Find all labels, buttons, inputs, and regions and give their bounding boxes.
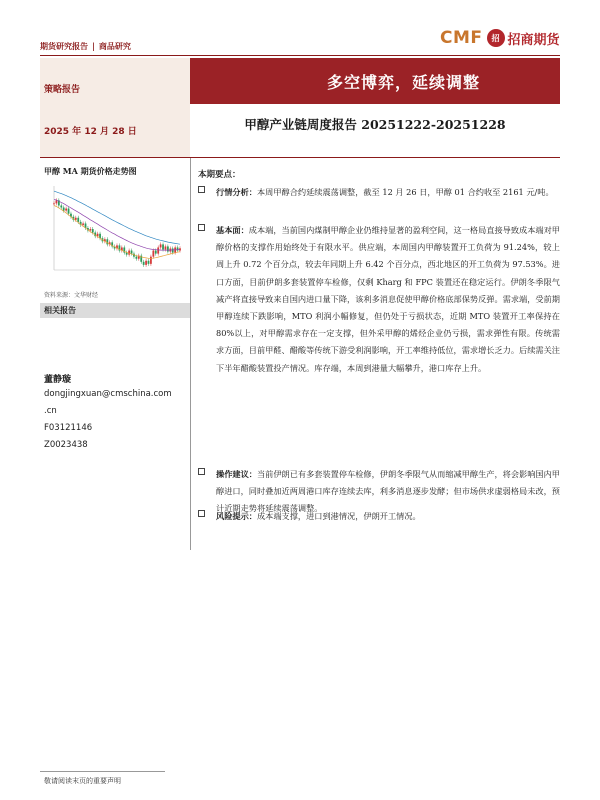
candle-bar (143, 262, 145, 265)
footer-rule (40, 771, 165, 772)
candle-bar (172, 248, 174, 252)
logo-mark-icon: 招 (487, 29, 505, 47)
footer-disclaimer: 敬请阅读末页的重要声明 (44, 777, 121, 785)
candle-bar (89, 229, 91, 230)
candle-bar (167, 246, 169, 251)
bullet-text (216, 508, 560, 525)
title-banner (190, 58, 560, 104)
price-chart-svg (44, 180, 188, 286)
report-subtitle: 甲醇产业链周度报告 20251222-20251228 (244, 117, 506, 132)
candle-bar (56, 200, 58, 203)
company-logo (440, 26, 560, 50)
category-research: 期货研究报告 (40, 41, 88, 51)
report-type: 策略报告 (44, 85, 81, 95)
candle-bar (53, 203, 55, 204)
candle-bar (155, 251, 157, 254)
bullet-label: 行情分析： (216, 187, 257, 197)
analyst-email[interactable]: dongjingxuan@cmschina.com (44, 389, 172, 399)
report-category (40, 41, 131, 52)
candle-bar (160, 244, 162, 247)
candle-bar (65, 209, 67, 211)
bullet-fundamentals (198, 222, 560, 377)
candle-bar (63, 208, 65, 211)
checkbox-bullet-icon (198, 224, 205, 231)
bullet-body: 本周甲醇合约延续震荡调整，截至 12 月 26 日，甲醇 01 合约收至 2161 元/吨。 (256, 187, 554, 197)
logo-cmf-text: CMF (440, 28, 483, 48)
candle-bar (128, 251, 130, 255)
candle-bar (77, 218, 79, 222)
checkbox-bullet-icon (198, 468, 205, 475)
related-reports-bar (40, 303, 190, 318)
meta-panel (40, 58, 190, 158)
candle-bar (165, 246, 167, 249)
report-title: 多空博弈，延续调整 (326, 72, 480, 92)
candle-bar (92, 229, 94, 232)
bullet-risk (198, 508, 560, 525)
bullet-market-analysis (198, 184, 560, 201)
bullet-body: 成本端支撑，进口到港情况，伊朗开工情况。 (256, 511, 421, 521)
checkbox-bullet-icon (198, 186, 205, 193)
column-divider (190, 158, 191, 550)
candle-bar (152, 251, 154, 257)
candle-bar (131, 251, 133, 254)
candle-bar (82, 223, 84, 224)
bullet-label: 风险提示： (216, 511, 257, 521)
candle-bar (75, 218, 77, 220)
bullet-text (216, 222, 560, 377)
candle-bar (106, 239, 108, 244)
related-reports-label: 相关报告 (44, 305, 76, 315)
highlights-heading: 本期要点： (198, 170, 241, 180)
bullet-body: 成本端，当前国内煤制甲醇企业仍维持显著的盈利空间，这一格局直接导致成本端对甲醇价格的支撑作用始终处于有限水平。供应端，本周国内甲醇装置开工负荷为 91.24%，较上周上升 0.72 个百分点，较去年同期上升 6.42 个百分点，西北地区的开工负荷为 97.53%。进口方面，目前伊朗多套装置停车检修，仅剩 Kharg 和 FPC 装置还在稳定运行。伊朗冬季限气减产将直接导致来自国内进口量下降，该利多消息促使甲醇价格底部保势反弹。需求端，受前期甲醇连续下跌影响，MTO 利润小幅修复，但仍处于亏损状态，近期 MTO 装置开工率保持在 80%以上，对甲醇需求存在一定支撑，但外采甲醇的烯烃企业仍亏损，需求弹性有限。传统需求方面，目前甲醛、醋酸等传统下游受利润影响，开工率维持低位，需求增长乏力。后续需关注下半年醋酸装置投产情况。库存端，本周到港量大幅攀升，港口库存上升。 (216, 225, 560, 373)
candle-bar (135, 257, 137, 259)
bullet-label: 操作建议： (216, 469, 257, 479)
category-separator: | (92, 41, 95, 51)
analyst-cert-f: F03121146 (44, 423, 93, 433)
candle-bar (162, 244, 164, 249)
candle-bar (150, 257, 152, 264)
checkbox-bullet-icon (198, 510, 205, 517)
bullet-label: 基本面： (216, 225, 249, 235)
chart-title: 甲醇 MA 期货价格走势图 (44, 166, 137, 176)
analyst-name: 董静璇 (44, 375, 72, 385)
candle-bar (148, 261, 150, 264)
report-date: 2025 年 12 月 28 日 (44, 127, 137, 137)
candle-bar (157, 247, 159, 253)
section-rule (40, 157, 560, 158)
analyst-cert-z: Z0023438 (44, 440, 88, 450)
analyst-email-suffix[interactable]: .cn (44, 406, 57, 416)
candle-bar (145, 261, 147, 265)
category-commodity: 商品研究 (98, 41, 131, 51)
logo-company-name: 招商期货 (507, 32, 560, 48)
header-rule (40, 55, 560, 56)
price-chart (44, 180, 188, 286)
candle-bar (60, 205, 62, 207)
bullet-body: 当前伊朗已有多套装置停车检修，伊朗冬季限气从而缩减甲醇生产，将会影响国内甲醇进口，同时叠加近两周港口库存连续去库，利多消息逐步发酵；但市场供求虚弱格局未改，预计近期走势将延续震荡调整。 (216, 469, 560, 514)
candle-bar (68, 209, 70, 214)
chart-source: 资料来源：文华财经 (44, 292, 99, 299)
bullet-text (216, 184, 560, 201)
moving-average-line-2 (54, 199, 180, 250)
